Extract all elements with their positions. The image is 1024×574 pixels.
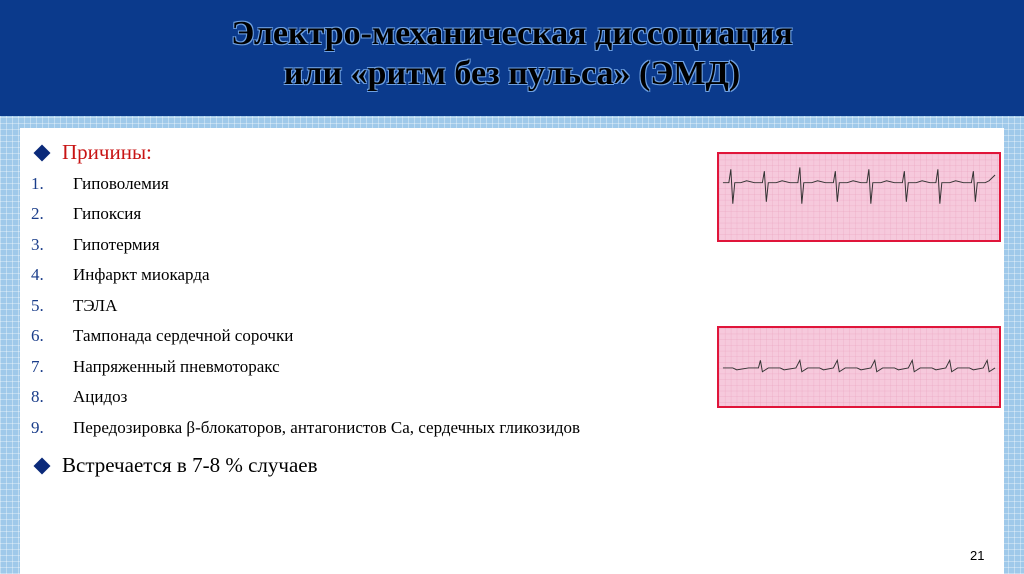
list-item <box>31 418 580 438</box>
list-item <box>31 387 127 407</box>
list-text: Гиповолемия <box>73 174 169 193</box>
list-text: ТЭЛА <box>73 296 118 315</box>
diamond-bullet-icon <box>34 144 51 161</box>
title-line-2: или «ритм без пульса» (ЭМД) <box>283 55 741 92</box>
slide-content <box>20 128 1004 574</box>
list-number: 9. <box>31 418 44 437</box>
list-number: 5. <box>31 296 44 315</box>
list-number: 7. <box>31 357 44 376</box>
list-number: 8. <box>31 387 44 406</box>
list-item <box>31 296 117 316</box>
list-number: 1. <box>31 174 44 193</box>
ecg-trace-2 <box>719 328 999 406</box>
list-text: Гипотермия <box>73 235 160 254</box>
list-number: 2. <box>31 204 44 223</box>
slide-title <box>0 14 1024 94</box>
page-number: 21 <box>970 548 985 563</box>
ecg-trace-1 <box>719 154 999 240</box>
list-text: Гипоксия <box>73 204 142 223</box>
causes-bullet <box>34 140 152 165</box>
causes-heading: Причины: <box>62 140 152 164</box>
slide-header <box>0 0 1024 118</box>
list-item <box>31 326 293 346</box>
title-line-1: Электро-механическая диссоциация <box>231 15 793 52</box>
ecg-strip-1 <box>717 152 1001 242</box>
list-text: Тампонада сердечной сорочки <box>73 326 294 345</box>
list-text: Напряженный пневмоторакс <box>73 357 280 376</box>
diamond-bullet-icon <box>34 457 51 474</box>
list-number: 3. <box>31 235 44 254</box>
list-item <box>31 357 280 377</box>
frequency-text: Встречается в 7-8 % случаев <box>62 453 318 477</box>
list-item <box>31 174 169 194</box>
list-text: Передозировка β-блокаторов, антагонистов Са, сердечных гликозидов <box>73 418 581 437</box>
list-number: 6. <box>31 326 44 345</box>
frequency-bullet <box>34 453 318 478</box>
list-item <box>31 265 210 285</box>
list-text: Инфаркт миокарда <box>73 265 210 284</box>
ecg-strip-2 <box>717 326 1001 408</box>
list-item <box>31 235 160 255</box>
list-item <box>31 204 141 224</box>
list-number: 4. <box>31 265 44 284</box>
list-text: Ацидоз <box>73 387 128 406</box>
